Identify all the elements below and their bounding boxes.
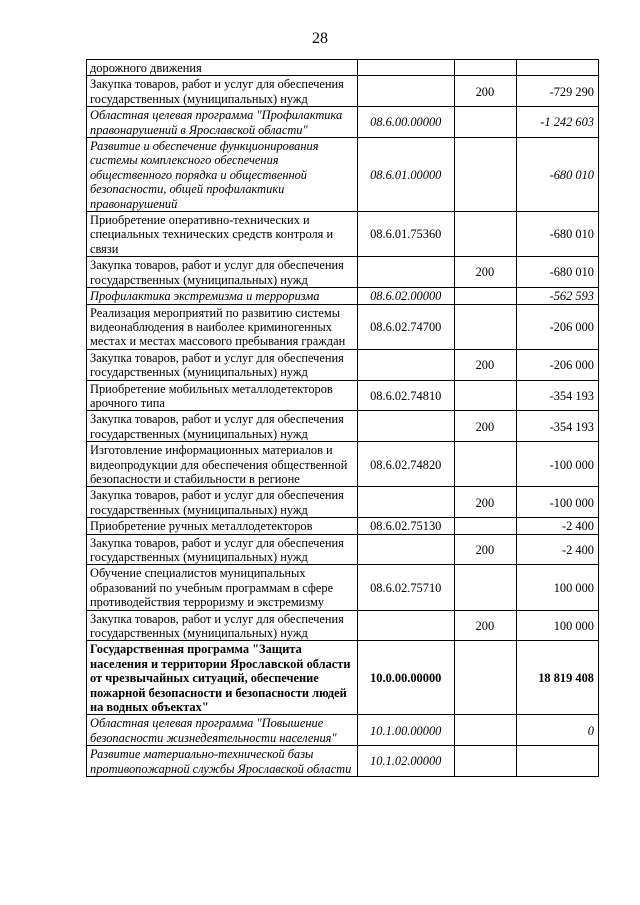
row-name-cell: Приобретение оперативно-технических и специальных технических средств контроля и связи	[87, 212, 358, 257]
row-name-cell: Закупка товаров, работ и услуг для обеспечения государственных (муниципальных) нужд	[87, 487, 358, 518]
row-name-cell: Закупка товаров, работ и услуг для обеспечения государственных (муниципальных) нужд	[87, 349, 358, 380]
row-sum-cell: -100 000	[516, 442, 598, 487]
row-name-cell: Приобретение мобильных металлодетекторов арочного типа	[87, 380, 358, 411]
row-type-cell: 200	[455, 257, 517, 288]
table-row	[87, 641, 599, 715]
row-type-cell	[455, 715, 517, 746]
row-code-cell: 08.6.02.74820	[358, 442, 455, 487]
row-sum-cell	[516, 60, 598, 76]
row-sum-cell: 100 000	[516, 610, 598, 641]
budget-table	[86, 59, 599, 777]
row-type-cell: 200	[455, 610, 517, 641]
row-sum-cell: -562 593	[516, 288, 598, 304]
row-sum-cell: -680 010	[516, 138, 598, 212]
row-sum-cell	[516, 746, 598, 777]
row-name-cell: Профилактика экстремизма и терроризма	[87, 288, 358, 304]
row-code-cell: 08.6.02.00000	[358, 288, 455, 304]
row-type-cell	[455, 288, 517, 304]
table-row	[87, 715, 599, 746]
row-sum-cell: 18 819 408	[516, 641, 598, 715]
row-name-cell: дорожного движения	[87, 60, 358, 76]
row-sum-cell: -206 000	[516, 349, 598, 380]
table-row	[87, 610, 599, 641]
row-name-cell: Закупка товаров, работ и услуг для обеспечения государственных (муниципальных) нужд	[87, 610, 358, 641]
table-row	[87, 76, 599, 107]
row-type-cell	[455, 380, 517, 411]
row-code-cell: 08.6.01.00000	[358, 138, 455, 212]
table-row	[87, 411, 599, 442]
row-code-cell	[358, 534, 455, 565]
table-row	[87, 138, 599, 212]
table-row	[87, 380, 599, 411]
row-type-cell	[455, 60, 517, 76]
row-code-cell	[358, 610, 455, 641]
table-row	[87, 746, 599, 777]
row-code-cell: 08.6.02.75130	[358, 518, 455, 534]
table-row	[87, 442, 599, 487]
row-sum-cell: 0	[516, 715, 598, 746]
row-code-cell	[358, 60, 455, 76]
row-type-cell: 200	[455, 411, 517, 442]
row-code-cell: 10.0.00.00000	[358, 641, 455, 715]
row-type-cell	[455, 442, 517, 487]
row-type-cell	[455, 746, 517, 777]
row-type-cell: 200	[455, 487, 517, 518]
row-sum-cell: 100 000	[516, 565, 598, 610]
row-name-cell: Закупка товаров, работ и услуг для обеспечения государственных (муниципальных) нужд	[87, 76, 358, 107]
row-name-cell: Приобретение ручных металлодетекторов	[87, 518, 358, 534]
row-name-cell: Изготовление информационных материалов и видеопродукции для обеспечения общественной безопасности и стабильности в регионе	[87, 442, 358, 487]
row-name-cell: Реализация мероприятий по развитию системы видеонаблюдения в наиболее криминогенных местах и местах массового пребывания граждан	[87, 304, 358, 349]
row-code-cell	[358, 411, 455, 442]
row-type-cell	[455, 641, 517, 715]
table-row	[87, 107, 599, 138]
row-type-cell: 200	[455, 76, 517, 107]
row-code-cell: 10.1.00.00000	[358, 715, 455, 746]
table-row	[87, 257, 599, 288]
row-name-cell: Областная целевая программа "Повышение безопасности жизнедеятельности населения"	[87, 715, 358, 746]
row-code-cell: 08.6.02.75710	[358, 565, 455, 610]
table-row	[87, 349, 599, 380]
row-name-cell: Областная целевая программа "Профилактика правонарушений в Ярославской области"	[87, 107, 358, 138]
row-name-cell: Закупка товаров, работ и услуг для обеспечения государственных (муниципальных) нужд	[87, 534, 358, 565]
row-code-cell: 10.1.02.00000	[358, 746, 455, 777]
row-name-cell: Закупка товаров, работ и услуг для обеспечения государственных (муниципальных) нужд	[87, 411, 358, 442]
row-sum-cell: -680 010	[516, 212, 598, 257]
row-name-cell: Развитие и обеспечение функционирования системы комплексного обеспечения общественного порядка и общественной безопасности, общей профилактики правонарушений	[87, 138, 358, 212]
row-name-cell: Развитие материально-технической базы противопожарной службы Ярославской области	[87, 746, 358, 777]
row-type-cell: 200	[455, 534, 517, 565]
row-sum-cell: -729 290	[516, 76, 598, 107]
row-type-cell	[455, 212, 517, 257]
row-name-cell: Государственная программа "Защита населения и территории Ярославской области от чрезвычайных ситуаций, обеспечение пожарной безопасности и безопасности людей на водных объектах"	[87, 641, 358, 715]
row-sum-cell: -354 193	[516, 411, 598, 442]
row-code-cell: 08.6.02.74810	[358, 380, 455, 411]
row-type-cell	[455, 565, 517, 610]
table-row	[87, 212, 599, 257]
row-sum-cell: -2 400	[516, 534, 598, 565]
row-type-cell	[455, 138, 517, 212]
page-number: 28	[312, 30, 328, 47]
row-type-cell	[455, 107, 517, 138]
table-row	[87, 288, 599, 304]
row-code-cell	[358, 349, 455, 380]
table-row	[87, 60, 599, 76]
row-type-cell	[455, 518, 517, 534]
row-code-cell	[358, 487, 455, 518]
row-sum-cell: -354 193	[516, 380, 598, 411]
row-name-cell: Закупка товаров, работ и услуг для обеспечения государственных (муниципальных) нужд	[87, 257, 358, 288]
row-sum-cell: -1 242 603	[516, 107, 598, 138]
row-sum-cell: -2 400	[516, 518, 598, 534]
table-row	[87, 565, 599, 610]
table-row	[87, 487, 599, 518]
table-row	[87, 304, 599, 349]
row-code-cell	[358, 76, 455, 107]
row-name-cell: Обучение специалистов муниципальных образований по учебным программам в сфере противодействия терроризму и экстремизму	[87, 565, 358, 610]
row-code-cell: 08.6.01.75360	[358, 212, 455, 257]
row-code-cell: 08.6.00.00000	[358, 107, 455, 138]
row-sum-cell: -100 000	[516, 487, 598, 518]
row-type-cell: 200	[455, 349, 517, 380]
row-sum-cell: -680 010	[516, 257, 598, 288]
table-row	[87, 534, 599, 565]
row-sum-cell: -206 000	[516, 304, 598, 349]
row-code-cell: 08.6.02.74700	[358, 304, 455, 349]
row-code-cell	[358, 257, 455, 288]
table-row	[87, 518, 599, 534]
row-type-cell	[455, 304, 517, 349]
